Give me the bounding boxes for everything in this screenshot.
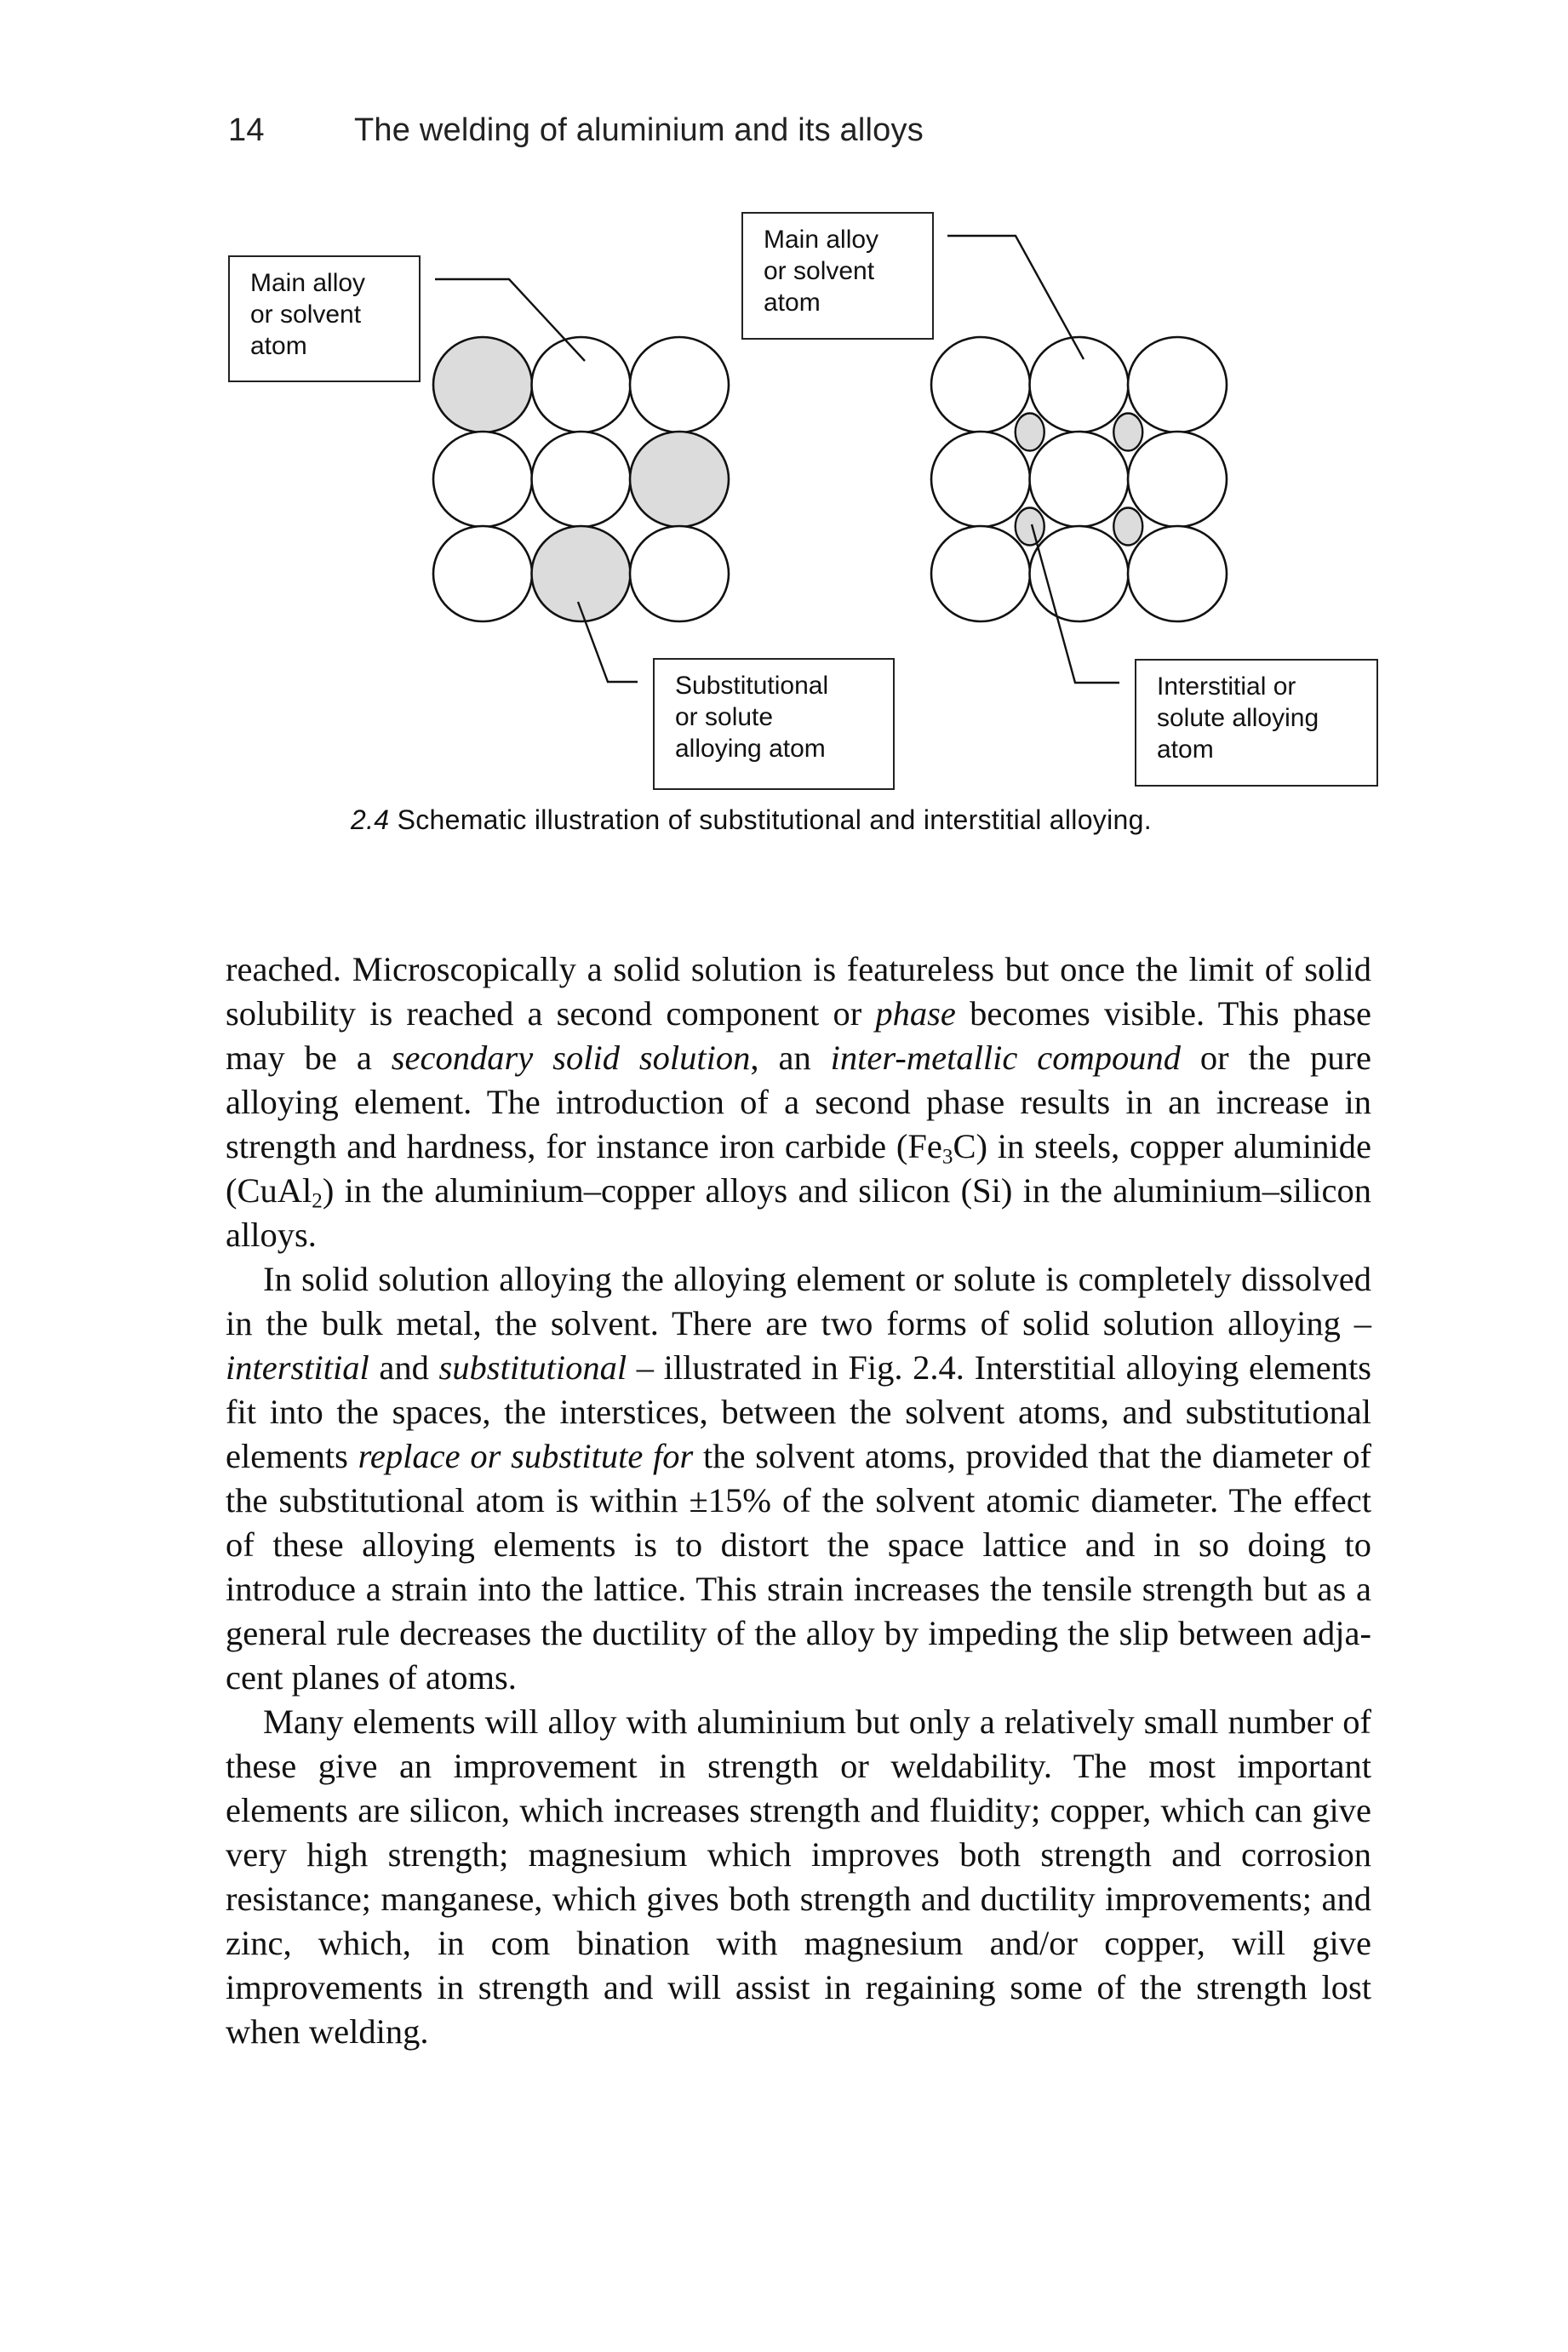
solvent-atom [630,526,729,621]
interstitial-solute-atom [1113,508,1142,546]
label-line: or solvent [764,257,875,285]
figure-caption [351,804,1152,836]
solvent-atom [931,337,1030,432]
solvent-atom [433,432,532,527]
text-run: becomes visible. This phase may be a [226,994,1371,1077]
emphasis: interstitial [226,1348,369,1387]
text-run: In solid solution alloying the alloying element or solute is completely dissolved in the bulk metal, the solvent. There are two forms of solid solution alloying – [226,1260,1371,1342]
text-run: C) in steels, copper aluminide (CuAl [226,1127,1371,1210]
text-run: , an [750,1039,831,1077]
label-line: Main alloy [764,226,879,254]
text-run: Many elements will alloy with aluminium but only a relatively small number of these give an improvement in strength or weldability. The most important elements are silicon, which increases strength and fluidity; copper, which can give very high strength; magnesium which improves both strength and corrosion resistance; manganese, which gives both strength and ductility improvements; and zinc, which, in com bination with magnesium and/or copper, will give improvements in strength and will assist in regaining some of the strength lost when welding. [226,1702,1371,2051]
text-run: and [369,1348,439,1387]
solvent-atom [1030,432,1129,527]
subscript: 3 [941,1145,953,1169]
solvent-atom [931,526,1030,621]
label-box-solvent-atom-left [228,255,421,382]
paragraph-2 [226,1257,1371,1700]
solvent-atom [931,432,1030,527]
label-line: atom [250,332,307,360]
emphasis: substitutional [438,1348,627,1387]
solvent-atom [433,526,532,621]
label-line: solute alloying [1157,704,1319,732]
label-line: Interstitial or [1157,672,1296,701]
substitutional-solute-atom [630,432,729,527]
emphasis: phase [875,994,956,1033]
figure-2-4 [0,0,1568,851]
text-run: or the pure alloying element. The introduction of a second phase results in an increase in strength and hardness, for instance iron carbide (Fe [226,1039,1371,1165]
label-line: alloying atom [675,735,826,763]
text-run: reached. Microscopically a solid solution is featureless but once the limit of solid solubility is reached a second component or [226,950,1371,1033]
paragraph-3 [226,1700,1371,2054]
figure-number: 2.4 [351,804,390,835]
solvent-atom [1128,526,1227,621]
emphasis: secondary solid solution [391,1039,751,1077]
solvent-atom [532,337,631,432]
label-box-interstitial-atom [1135,659,1378,787]
text-run: ) in the aluminium–copper alloys and silicon (Si) in the aluminium–silicon alloys. [226,1171,1371,1254]
solvent-atom [1128,337,1227,432]
interstitial-solute-atom [1016,414,1044,451]
page-number: 14 [228,112,265,148]
solvent-atom [532,432,631,527]
figure-caption-text: Schematic illustration of substitutional and interstitial alloying. [389,804,1152,835]
text-run: the solvent atoms, provided that the diameter of the substitutional atom is within ±15% of the solvent atomic diameter. The effect of these alloying elements is to distort the space lattice and in so doing to introduce a strain into the lattice. This strain increases the tensile strength but as a general rule decreases the ductility of the alloy by impeding the slip between adja cent planes of atoms. [226,1437,1371,1697]
subscript: 2 [312,1189,323,1213]
label-box-solvent-atom-right [741,212,934,340]
solvent-atom [1128,432,1227,527]
solvent-atom [630,337,729,432]
label-box-substitutional-atom [653,658,895,790]
label-line: or solvent [250,300,362,329]
label-line: Main alloy [250,269,366,297]
emphasis: replace or substitute for [358,1437,694,1475]
interstitial-solute-atom [1113,414,1142,451]
substitutional-solute-atom [433,337,532,432]
text-run: – illustrated in Fig. 2.4. Interstitial alloying elements fit into the spaces, the interstices, between the solvent atoms, and substitutional elements [226,1348,1371,1475]
emphasis: inter-metallic compound [830,1039,1181,1077]
label-line: atom [764,289,821,317]
label-line: or solute [675,703,774,731]
interstitial-solute-atom [1016,508,1044,546]
paragraph-1 [226,947,1371,1257]
label-line: atom [1157,735,1214,764]
body-text [226,947,1371,2054]
label-line: Substitutional [675,672,829,700]
running-head-title: The welding of aluminium and its alloys [354,112,924,148]
